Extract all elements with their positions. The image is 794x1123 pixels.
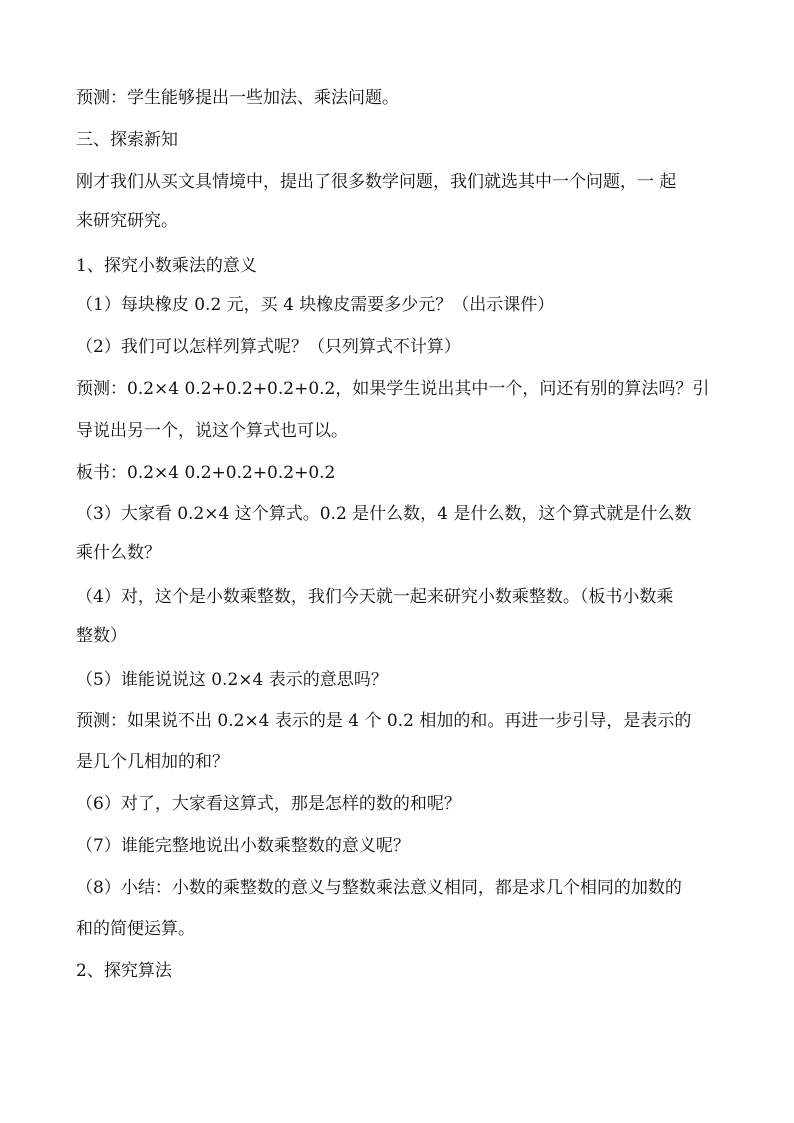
item-3: （3）大家看 0.2×4 这个算式。0.2 是什么数，4 是什么数，这个算式就是什么数 [76, 504, 692, 524]
text-line-prediction-3: 预测：如果说不出 0.2×4 表示的是 4 个 0.2 相加的和。再进一步引导，是表示的 [76, 711, 692, 731]
section-heading-explore: 三、探索新知 [76, 130, 178, 150]
item-4: （4）对，这个是小数乘整数，我们今天就一起来研究小数乘整数。（板书小数乘 [76, 587, 674, 607]
text-line-prediction-1: 预测：学生能够提出一些加法、乘法问题。 [76, 88, 399, 108]
item-8-summary-cont: 和的简便运算。 [76, 919, 195, 939]
item-4-cont: 整数） [76, 626, 127, 646]
item-5: （5）谁能说说这 0.2×4 表示的意思吗？ [76, 670, 388, 690]
text-line-prediction-3-cont: 是几个几相加的和？ [76, 752, 229, 772]
subheading-algorithm: 2、探究算法 [76, 961, 172, 981]
text-line-board: 板书：0.2×4 0.2+0.2+0.2+0.2 [76, 463, 336, 483]
item-2: （2）我们可以怎样列算式呢？（只列算式不计算） [76, 337, 461, 357]
text-line-intro: 刚才我们从买文具情境中，提出了很多数学问题，我们就选其中一个问题，一 起 [76, 172, 677, 192]
item-6: （6）对了，大家看这算式，那是怎样的数的和呢？ [76, 794, 461, 814]
item-8-summary: （8）小结：小数的乘整数的意义与整数乘法意义相同，都是求几个相同的加数的 [76, 878, 682, 898]
item-3-cont: 乘什么数？ [76, 543, 161, 563]
item-1: （1）每块橡皮 0.2 元，买 4 块橡皮需要多少元？（出示课件） [76, 295, 555, 315]
subheading-meaning: 1、探究小数乘法的意义 [76, 256, 257, 276]
text-line-prediction-2-cont: 导说出另一个，说这个算式也可以。 [76, 421, 348, 441]
text-line-prediction-2: 预测：0.2×4 0.2+0.2+0.2+0.2，如果学生说出其中一个，问还有别的算法吗？引 [76, 379, 710, 399]
item-7: （7）谁能完整地说出小数乘整数的意义呢？ [76, 836, 410, 856]
text-line-intro-cont: 来研究研究。 [76, 211, 178, 231]
